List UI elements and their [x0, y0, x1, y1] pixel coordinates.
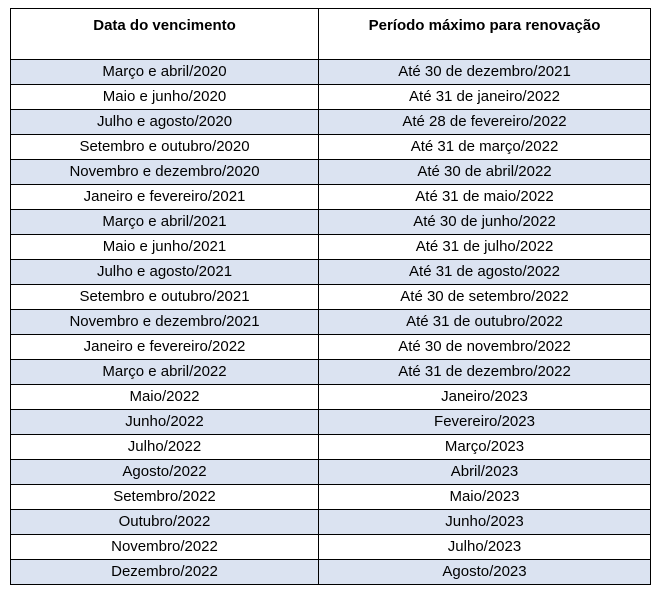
table-row: [11, 185, 651, 210]
renewal-period-cell: Junho/2023: [319, 510, 651, 535]
renewal-period-cell: Até 30 de setembro/2022: [319, 285, 651, 310]
table-row: [11, 560, 651, 585]
table-body: [11, 60, 651, 585]
table-row: [11, 510, 651, 535]
renewal-period-cell: Até 30 de abril/2022: [319, 160, 651, 185]
table-row: [11, 535, 651, 560]
table-row: [11, 310, 651, 335]
renewal-period-cell: Até 31 de dezembro/2022: [319, 360, 651, 385]
header-due-date: Data do vencimento: [11, 9, 319, 60]
due-date-cell: Março e abril/2020: [11, 60, 319, 85]
renewal-period-cell: Até 31 de outubro/2022: [319, 310, 651, 335]
renewal-period-cell: Março/2023: [319, 435, 651, 460]
renewal-period-cell: Até 30 de junho/2022: [319, 210, 651, 235]
header-row: [11, 9, 651, 60]
renewal-period-cell: Até 31 de março/2022: [319, 135, 651, 160]
table-row: [11, 135, 651, 160]
renewal-period-cell: Até 30 de novembro/2022: [319, 335, 651, 360]
due-date-cell: Janeiro e fevereiro/2022: [11, 335, 319, 360]
due-date-cell: Setembro/2022: [11, 485, 319, 510]
table-row: [11, 485, 651, 510]
due-date-cell: Setembro e outubro/2021: [11, 285, 319, 310]
due-date-cell: Novembro/2022: [11, 535, 319, 560]
due-date-cell: Outubro/2022: [11, 510, 319, 535]
renewal-period-cell: Até 30 de dezembro/2021: [319, 60, 651, 85]
renewal-period-cell: Até 31 de janeiro/2022: [319, 85, 651, 110]
due-date-cell: Março e abril/2022: [11, 360, 319, 385]
table-row: [11, 85, 651, 110]
due-date-cell: Novembro e dezembro/2021: [11, 310, 319, 335]
renewal-period-cell: Agosto/2023: [319, 560, 651, 585]
due-date-cell: Julho/2022: [11, 435, 319, 460]
table-row: [11, 460, 651, 485]
table-row: [11, 160, 651, 185]
table-row: [11, 285, 651, 310]
renewal-period-cell: Abril/2023: [319, 460, 651, 485]
renewal-period-cell: Até 31 de julho/2022: [319, 235, 651, 260]
due-date-cell: Dezembro/2022: [11, 560, 319, 585]
table-row: [11, 435, 651, 460]
renewal-period-cell: Fevereiro/2023: [319, 410, 651, 435]
renewal-deadline-table: [10, 8, 651, 585]
due-date-cell: Junho/2022: [11, 410, 319, 435]
renewal-period-cell: Até 31 de agosto/2022: [319, 260, 651, 285]
table-row: [11, 335, 651, 360]
due-date-cell: Maio e junho/2020: [11, 85, 319, 110]
due-date-cell: Janeiro e fevereiro/2021: [11, 185, 319, 210]
table-row: [11, 60, 651, 85]
due-date-cell: Maio/2022: [11, 385, 319, 410]
due-date-cell: Março e abril/2021: [11, 210, 319, 235]
table-row: [11, 260, 651, 285]
renewal-period-cell: Maio/2023: [319, 485, 651, 510]
renewal-period-cell: Até 28 de fevereiro/2022: [319, 110, 651, 135]
due-date-cell: Julho e agosto/2020: [11, 110, 319, 135]
renewal-period-cell: Janeiro/2023: [319, 385, 651, 410]
due-date-cell: Julho e agosto/2021: [11, 260, 319, 285]
table-row: [11, 410, 651, 435]
table-row: [11, 210, 651, 235]
table-row: [11, 385, 651, 410]
due-date-cell: Setembro e outubro/2020: [11, 135, 319, 160]
table-row: [11, 360, 651, 385]
header-max-renewal-period: Período máximo para renovação: [319, 9, 651, 60]
due-date-cell: Agosto/2022: [11, 460, 319, 485]
table-row: [11, 235, 651, 260]
renewal-period-cell: Julho/2023: [319, 535, 651, 560]
table-row: [11, 110, 651, 135]
renewal-period-cell: Até 31 de maio/2022: [319, 185, 651, 210]
table-header: [11, 9, 651, 60]
due-date-cell: Maio e junho/2021: [11, 235, 319, 260]
due-date-cell: Novembro e dezembro/2020: [11, 160, 319, 185]
